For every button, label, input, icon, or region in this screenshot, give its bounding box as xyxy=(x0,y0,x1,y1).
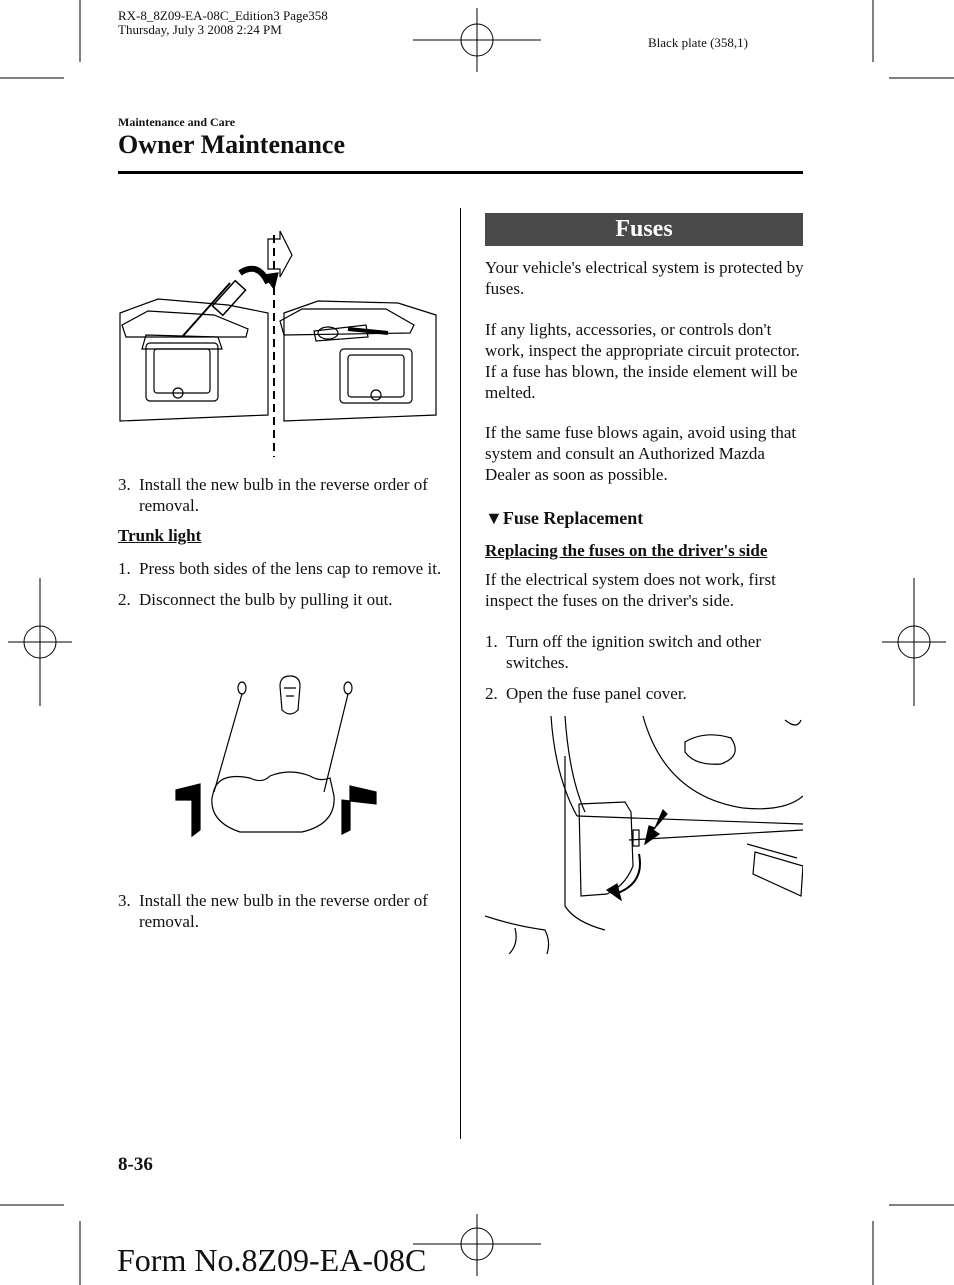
plate-label: Black plate (358,1) xyxy=(648,35,748,50)
step-number: 1. xyxy=(118,559,131,578)
print-job-line: RX-8_8Z09-EA-08C_Edition3 Page358 xyxy=(118,8,328,23)
trunk-light-heading: Trunk light xyxy=(118,526,202,545)
step-number: 2. xyxy=(485,684,498,703)
step-text: Turn off the ignition switch and other switches. xyxy=(506,632,761,672)
page-number: 8-36 xyxy=(118,1154,153,1175)
title-rule xyxy=(118,171,803,174)
list-item xyxy=(485,683,805,704)
driver-side-heading: Replacing the fuses on the driver's side xyxy=(485,541,768,560)
left-steps-c xyxy=(118,890,442,932)
list-item xyxy=(485,631,805,673)
fuses-warning-paragraph: If the same fuse blows again, avoid using that system and consult an Authorized Mazda Dealer as soon as possible. xyxy=(485,423,797,484)
step-text: Press both sides of the lens cap to remove it. xyxy=(139,559,442,578)
step-number: 3. xyxy=(118,475,131,494)
down-triangle-icon: ▼ xyxy=(485,508,503,528)
map-light-illustration xyxy=(118,225,438,457)
list-item xyxy=(118,558,442,579)
left-steps-a xyxy=(118,474,442,516)
print-date-line: Thursday, July 3 2008 2:24 PM xyxy=(118,22,282,37)
right-steps xyxy=(485,631,805,704)
step-text: Disconnect the bulb by pulling it out. xyxy=(139,590,393,609)
fuse-panel-illustration xyxy=(485,716,803,954)
step-text: Open the fuse panel cover. xyxy=(506,684,687,703)
column-divider xyxy=(460,208,461,1139)
step-text: Install the new bulb in the reverse order of removal. xyxy=(139,475,428,515)
list-item xyxy=(118,890,442,932)
driver-side-paragraph: If the electrical system does not work, first inspect the fuses on the driver's side. xyxy=(485,570,776,610)
list-item xyxy=(118,589,442,610)
step-number: 3. xyxy=(118,891,131,910)
section-label: Maintenance and Care xyxy=(118,115,236,129)
step-number: 2. xyxy=(118,590,131,609)
left-steps-b xyxy=(118,558,442,610)
fuse-replacement-heading: ▼Fuse Replacement xyxy=(485,508,644,528)
fuses-check-paragraph: If any lights, accessories, or controls don't work, inspect the appropriate circuit protector. If a fuse has blown, the inside element will be melted. xyxy=(485,320,800,402)
page-title: Owner Maintenance xyxy=(118,130,345,159)
fuses-intro-paragraph: Your vehicle's electrical system is protected by fuses. xyxy=(485,258,804,298)
trunk-light-illustration xyxy=(170,672,385,842)
step-number: 1. xyxy=(485,632,498,651)
list-item xyxy=(118,474,442,516)
step-text: Install the new bulb in the reverse order of removal. xyxy=(139,891,428,931)
form-number: Form No.8Z09-EA-08C xyxy=(117,1242,427,1278)
fuses-banner: Fuses xyxy=(485,213,803,246)
